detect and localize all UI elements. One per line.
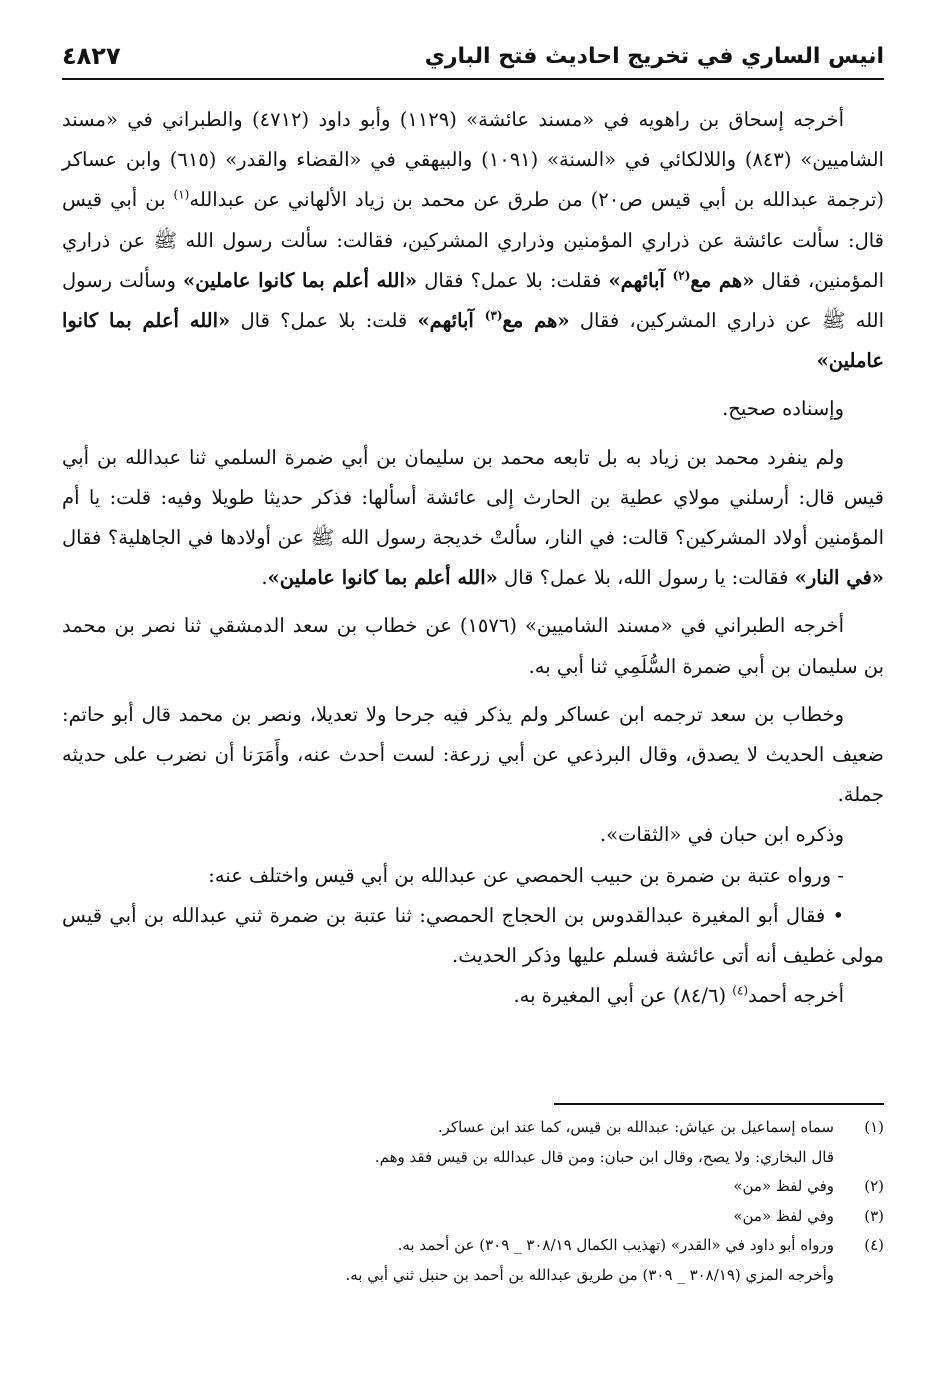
text: فقلت: بلا عمل؟ فقال	[417, 268, 609, 292]
footnote-line: ورواه أبو داود في «القدر» (تهذيب الكمال ٣٠٨/١٩ _ ٣٠٩) عن أحمد به.	[397, 1236, 834, 1254]
footnote-ref-1[interactable]: (١)	[173, 187, 190, 202]
text: (٨٤/٦) عن أبي المغيرة به.	[513, 984, 733, 1008]
text: بن أبي قيس قال: سألت عائشة عن ذراري المؤمنين وذراري المشركين، فقالت: سألت رسول الله ﷺ عن ذراري المؤمنين، فقال	[62, 188, 885, 292]
footnote-ref-4[interactable]: (٤)	[732, 983, 749, 998]
text: ولم ينفرد محمد بن زياد به بل تابعه محمد بن سليمان بن أبي ضمرة السلمي ثنا عبدالله بن أبي قيس قال: أرسلني مولاي عطية بن الحارث إلى عائشة أسألها: فذكر حديثا طويلا وفيه: قلت: يا أم المؤمنين أولاد المشركين؟ قالت: في النار، سألتْ خديجة رسول الله ﷺ عن أولادها في الجاهلية؟ فقال	[62, 445, 884, 550]
hadith-quote: آبائهم»	[417, 309, 485, 333]
paragraph-variant: - ورواه عتبة بن ضمرة بن حبيب الحمصي عن عبدالله بن أبي قيس واختلف عنه:	[208, 863, 844, 887]
hadith-quote: «هم مع	[502, 309, 570, 333]
paragraph-takhrij-1	[62, 100, 884, 381]
hadith-quote: «الله أعلم بما كانوا عاملين»	[267, 566, 498, 590]
header-rule	[62, 78, 884, 80]
footnote-text	[62, 1231, 834, 1290]
footnote-line: وفي لفظ «من»	[733, 1206, 834, 1225]
text: أخرجه إسحاق بن راهويه في «مسند عائشة» (١١٢٩) وأبو داود (٤٧١٢) والطبراني في «مسند الشاميين» (٨٤٣) واللالكائي في «السنة» (١٠٩١) والبيهقي في «القضاء والقدر» (٦١٥) وابن عساكر (ترجمة عبدالله بن أبي قيس ص٢٠) من طرق عن محمد بن زياد الألهاني عن عبدالله	[62, 108, 885, 212]
hadith-quote: «الله أعلم بما كانوا عاملين»	[183, 268, 418, 292]
text: وسألت رسول الله ﷺ عن ذراري المشركين، فقال	[62, 268, 884, 333]
hadith-quote: آبائهم»	[608, 268, 673, 292]
text: فقالت: يا رسول الله، بلا عمل؟ قال	[497, 566, 795, 590]
paragraph-takhrij-3	[62, 976, 884, 1016]
footnote-line: قال البخاري: ولا يصح، وقال ابن حبان: ومن قال عبدالله بن قيس فقد وهم.	[374, 1147, 834, 1166]
main-text	[62, 100, 884, 1016]
footnote-4	[62, 1231, 884, 1290]
footnote-text	[62, 1172, 834, 1202]
footnote-2	[62, 1172, 884, 1202]
paragraph-takhrij-2: أخرجه الطبراني في «مسند الشاميين» (١٥٧٦) عن خطاب بن سعد الدمشقي ثنا نصر بن محمد بن سليمان بن أبي ضمرة السُّلَمِي ثنا أبي به.	[62, 614, 884, 678]
footnote-rule	[554, 1103, 884, 1105]
paragraph-narrators: وخطاب بن سعد ترجمه ابن عساكر ولم يذكر فيه جرحا ولا تعديلا، ونصر بن محمد قال أبو حاتم: ضعيف الحديث لا يصدق، وقال البرذعي عن أبي زرعة: لست أحدث عنه، وأَمَرَنا أن نضرب على حديثه جملة.	[62, 702, 884, 807]
footnote-ref-2[interactable]: (٢)	[672, 268, 691, 283]
paragraph-grading: وإسناده صحيح.	[722, 397, 844, 421]
footnote-line: سماه إسماعيل بن عياش: عبدالله بن قيس، كما عند ابن عساكر.	[437, 1118, 834, 1136]
footnote-1	[62, 1113, 884, 1172]
text: .	[261, 566, 268, 590]
paragraph-mutabaah	[62, 438, 884, 599]
footnote-ref-3[interactable]: (٣)	[484, 308, 503, 323]
footnote-line: وأخرجه المزي (٣٠٨/١٩ _ ٣٠٩) من طريق عبدالله بن أحمد بن حنبل ثني أبي به.	[345, 1265, 834, 1284]
running-header	[62, 36, 884, 80]
hadith-quote: «الله أعلم بما كانوا عاملين»	[62, 309, 884, 373]
footnote-text	[62, 1202, 834, 1232]
page-number: ٤٨٢٧	[62, 42, 121, 70]
footnote-number: (٣)	[864, 1206, 884, 1225]
paragraph-thiqat: وذكره ابن حبان في «الثقات».	[599, 823, 844, 847]
book-title: انيس الساري في تخريج احاديث فتح الباري	[424, 44, 884, 69]
text: أخرجه أحمد	[748, 984, 844, 1008]
hadith-quote: «هم مع	[690, 268, 755, 292]
footnote-number: (٢)	[864, 1177, 884, 1195]
footnote-line: وفي لفظ «من»	[733, 1177, 834, 1195]
footnote-3	[62, 1202, 884, 1232]
text: قلت: بلا عمل؟ قال	[230, 309, 418, 333]
footnote-number: (١)	[864, 1118, 884, 1136]
footnotes	[62, 1103, 884, 1290]
footnote-number: (٤)	[864, 1236, 884, 1254]
footnote-text	[62, 1113, 834, 1172]
hadith-quote: «في النار»	[794, 566, 884, 590]
paragraph-bullet: • فقال أبو المغيرة عبدالقدوس بن الحجاج الحمصي: ثنا عتبة بن ضمرة ثني عبدالله بن أبي قيس مولى غطيف أنه أتى عائشة فسلم عليها وذكر الحديث.	[62, 903, 884, 968]
